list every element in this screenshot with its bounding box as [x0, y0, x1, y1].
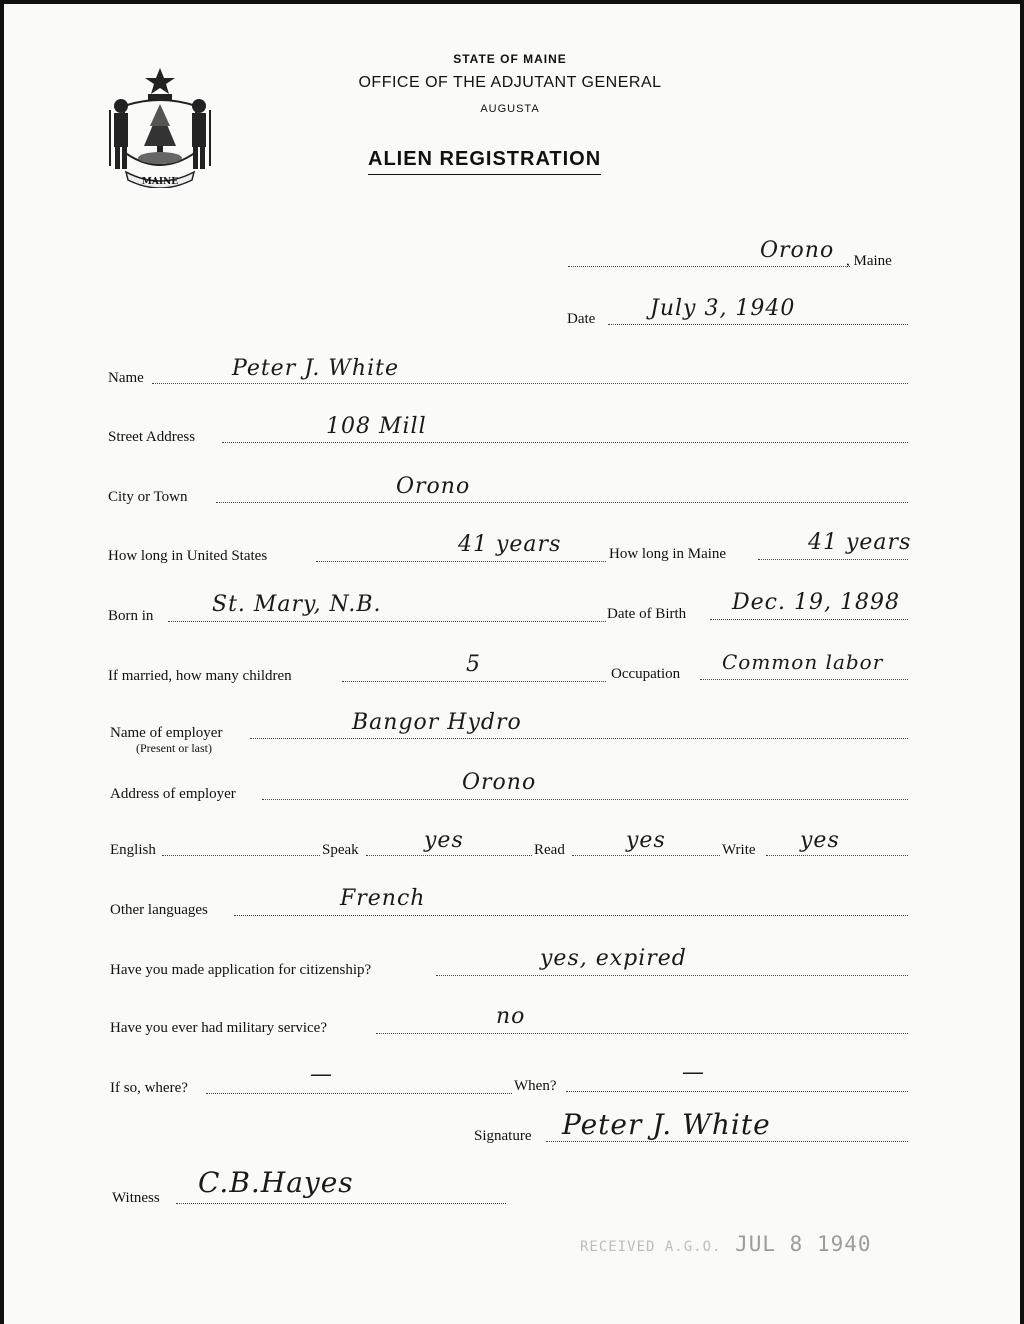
city-label: City or Town	[108, 489, 188, 505]
english-label: English	[110, 842, 156, 858]
street-line	[222, 442, 908, 443]
years-us-line	[316, 561, 606, 562]
children-label: If married, how many children	[108, 668, 292, 684]
employer-label: Name of employer	[110, 725, 223, 741]
years-maine-label: How long in Maine	[609, 546, 727, 562]
city-value: Orono	[396, 474, 471, 499]
dob-label: Date of Birth	[607, 606, 687, 622]
other-languages-value: French	[340, 886, 426, 911]
years-us-label: How long in United States	[108, 548, 268, 564]
born-label: Born in	[108, 608, 154, 624]
dob-value: Dec. 19, 1898	[732, 590, 900, 615]
where-value: —	[310, 1062, 333, 1087]
read-value: yes	[626, 828, 666, 853]
citizenship-line	[436, 975, 908, 976]
signature-label: Signature	[474, 1128, 532, 1144]
witness-label: Witness	[112, 1190, 160, 1206]
office-heading: OFFICE OF THE ADJUTANT GENERAL	[358, 74, 662, 91]
when-label: When?	[514, 1078, 557, 1094]
occupation-value: Common labor	[722, 650, 884, 674]
born-value: St. Mary, N.B.	[212, 592, 382, 617]
form-title: ALIEN REGISTRATION	[368, 148, 601, 175]
signature-line	[546, 1141, 908, 1142]
city-heading: AUGUSTA	[480, 103, 540, 115]
occupation-line	[700, 679, 908, 680]
left-border	[0, 0, 4, 1324]
speak-label: Speak	[322, 842, 359, 858]
right-border	[1020, 0, 1024, 1324]
write-line	[766, 855, 908, 856]
other-languages-label: Other languages	[110, 902, 208, 918]
speak-value: yes	[424, 828, 464, 853]
witness-signature: C.B.Hayes	[198, 1166, 354, 1199]
years-maine-line	[758, 559, 908, 560]
witness-line	[176, 1203, 506, 1204]
place-value: Orono	[760, 238, 835, 263]
received-stamp	[580, 1232, 872, 1256]
write-label: Write	[722, 842, 756, 858]
employer-value: Bangor Hydro	[352, 710, 522, 735]
read-line	[572, 855, 720, 856]
employer-address-line	[262, 799, 908, 800]
place-suffix: , Maine	[846, 253, 892, 269]
name-line	[152, 383, 908, 384]
name-label: Name	[108, 370, 144, 386]
military-label: Have you ever had military service?	[110, 1020, 327, 1036]
read-label: Read	[534, 842, 565, 858]
dob-line	[710, 619, 908, 620]
military-line	[376, 1033, 908, 1034]
svg-text:MAINE: MAINE	[141, 177, 179, 187]
received-stamp-prefix: RECEIVED A.G.O.	[580, 1239, 722, 1255]
occupation-label: Occupation	[611, 666, 681, 682]
date-label: Date	[567, 311, 596, 327]
street-label: Street Address	[108, 429, 196, 445]
date-value: July 3, 1940	[650, 296, 796, 321]
military-value: no	[496, 1004, 526, 1029]
state-heading: STATE OF MAINE	[453, 52, 567, 66]
maine-seal-icon	[104, 66, 216, 188]
children-line	[342, 681, 606, 682]
street-value: 108 Mill	[326, 414, 427, 439]
when-line	[566, 1091, 908, 1092]
name-value: Peter J. White	[232, 356, 399, 381]
date-line	[608, 324, 908, 325]
where-label: If so, where?	[110, 1080, 188, 1096]
other-languages-line	[234, 915, 908, 916]
children-value: 5	[466, 652, 481, 677]
when-value: —	[682, 1060, 705, 1085]
years-us-value: 41 years	[458, 532, 562, 557]
place-line	[568, 266, 850, 267]
write-value: yes	[800, 828, 840, 853]
citizenship-label: Have you made application for citizenship?	[110, 962, 372, 978]
years-maine-value: 41 years	[808, 530, 912, 555]
english-line	[162, 855, 320, 856]
employer-sublabel: (Present or last)	[136, 741, 212, 755]
signature-value: Peter J. White	[562, 1108, 771, 1141]
employer-line	[250, 738, 908, 739]
city-line	[216, 502, 908, 503]
where-line	[206, 1093, 512, 1094]
received-stamp-date: JUL 8 1940	[735, 1232, 872, 1256]
citizenship-value: yes, expired	[540, 946, 687, 971]
top-border	[0, 0, 1024, 4]
employer-address-value: Orono	[462, 770, 537, 795]
employer-address-label: Address of employer	[110, 786, 236, 802]
speak-line	[366, 855, 532, 856]
born-line	[168, 621, 606, 622]
